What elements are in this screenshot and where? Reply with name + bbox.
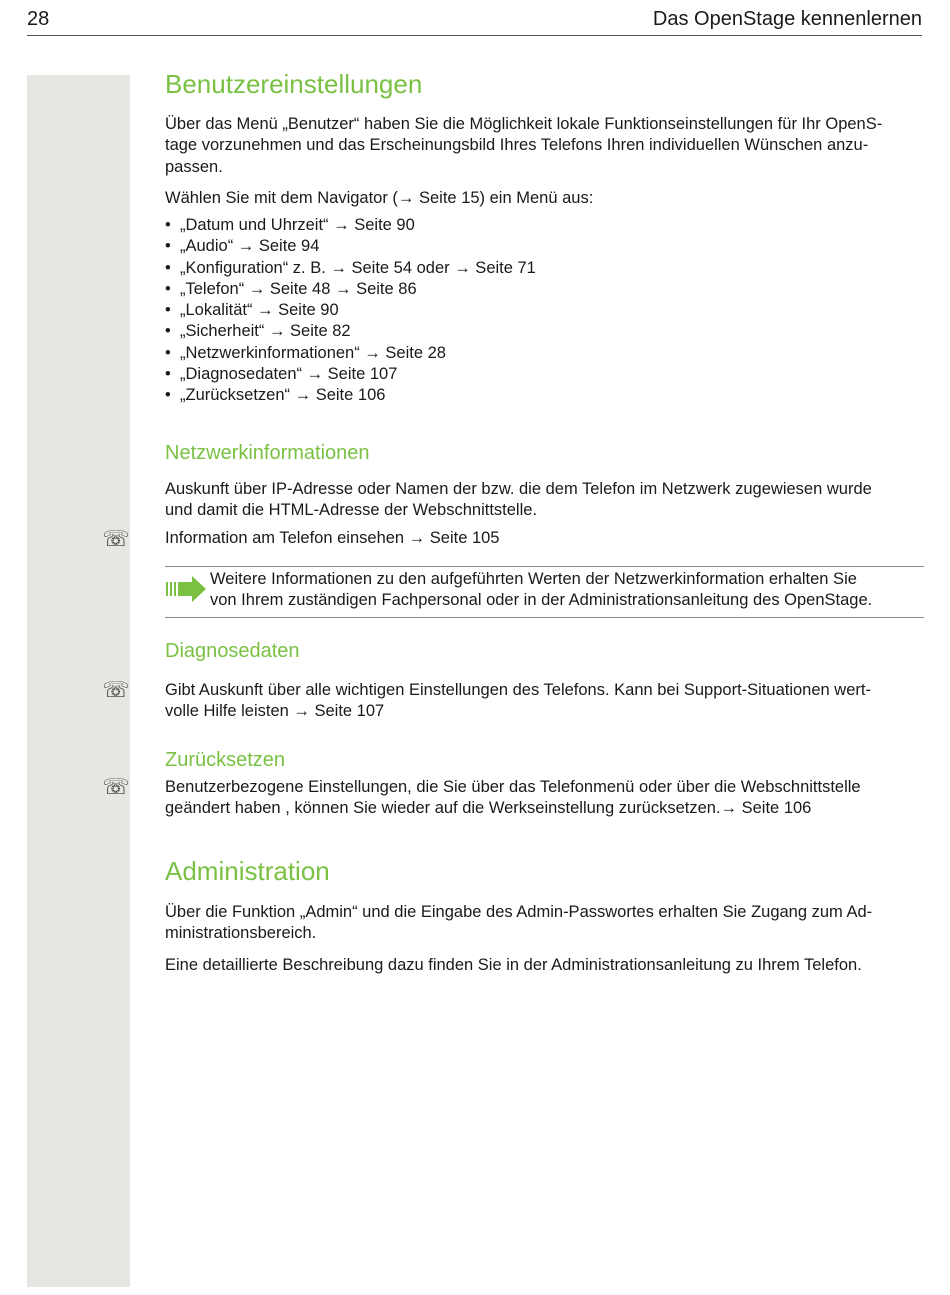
section-title-benutzereinstellungen: Benutzereinstellungen [165,69,423,99]
intro-line: passen. [165,157,223,176]
list-item[interactable]: • „Netzwerkinformationen“ → Seite 28 [165,343,536,364]
list-item[interactable]: • „Audio“ → Seite 94 [165,236,536,257]
phone-icon: ☏ [102,526,130,551]
page-number: 28 [27,8,50,30]
list-item[interactable]: • „Datum und Uhrzeit“ → Seite 90 [165,215,536,236]
phone-icon: ☏ [102,677,130,702]
navigator-instruction: Wählen Sie mit dem Navigator (→ Seite 15) ein Menü aus: [165,189,594,207]
description-line: ministrationsbereich. [165,924,317,943]
diagnose-description [165,680,925,723]
admin-reference: Eine detaillierte Beschreibung dazu finden Sie in der Administrationsanleitung zu Ihrem Telefon. [165,956,862,974]
netzwerk-description [165,479,925,522]
section-title-diagnosedaten: Diagnosedaten [165,640,300,662]
chapter-title: Das OpenStage kennenlernen [652,8,922,30]
description-line: und damit die HTML-Adresse der Webschnittstelle. [165,501,538,520]
list-item[interactable]: • „Konfiguration“ z. B. → Seite 54 oder → Seite 71 [165,258,536,279]
admin-description [165,902,925,945]
intro-line: Über das Menü „Benutzer“ haben Sie die Möglichkeit lokale Funktionseinstellungen für Ihr OpenS- [165,115,883,133]
phone-icon: ☏ [102,774,130,799]
list-item[interactable]: • „Sicherheit“ → Seite 82 [165,321,536,342]
section-title-netzwerkinformationen: Netzwerkinformationen [165,442,370,464]
section-title-zuruecksetzen: Zurücksetzen [165,749,286,771]
description-line: Auskunft über IP-Adresse oder Namen der bzw. die dem Telefon im Netzwerk zugewiesen wurde [165,480,872,498]
description-line: Benutzerbezogene Einstellungen, die Sie über das Telefonmenü oder über die Webschnittstelle [165,778,861,796]
description-line: Gibt Auskunft über alle wichtigen Einstellungen des Telefons. Kann bei Support-Situationen wert- [165,681,871,699]
note-line: Weitere Informationen zu den aufgeführten Werten der Netzwerkinformation erhalten Sie [210,570,857,588]
list-item[interactable]: • „Lokalität“ → Seite 90 [165,300,536,321]
list-item[interactable]: • „Telefon“ → Seite 48 → Seite 86 [165,279,536,300]
benutzer-intro [165,114,925,178]
note-line: von Ihrem zuständigen Fachpersonal oder in der Administrationsanleitung des OpenStage. [210,591,873,610]
note-arrow-icon [165,575,207,603]
phone-info-link[interactable]: Information am Telefon einsehen → Seite 105 [165,529,500,547]
description-line: Über die Funktion „Admin“ und die Eingabe des Admin-Passwortes erhalten Sie Zugang zum Ad- [165,903,873,921]
intro-line: tage vorzunehmen und das Erscheinungsbild Ihres Telefons Ihren individuellen Wünschen anzu- [165,136,869,155]
note-box [165,566,924,618]
description-line[interactable]: volle Hilfe leisten → Seite 107 [165,702,385,721]
list-item[interactable]: • „Diagnosedaten“ → Seite 107 [165,364,536,385]
menu-link-list [165,215,536,407]
note-text [210,569,924,612]
zuruecksetzen-description [165,777,925,820]
section-title-administration: Administration [165,856,330,886]
page-header [27,5,922,36]
list-item[interactable]: • „Zurücksetzen“ → Seite 106 [165,385,536,406]
description-line[interactable]: geändert haben , können Sie wieder auf die Werkseinstellung zurücksetzen.→ Seite 106 [165,799,812,818]
